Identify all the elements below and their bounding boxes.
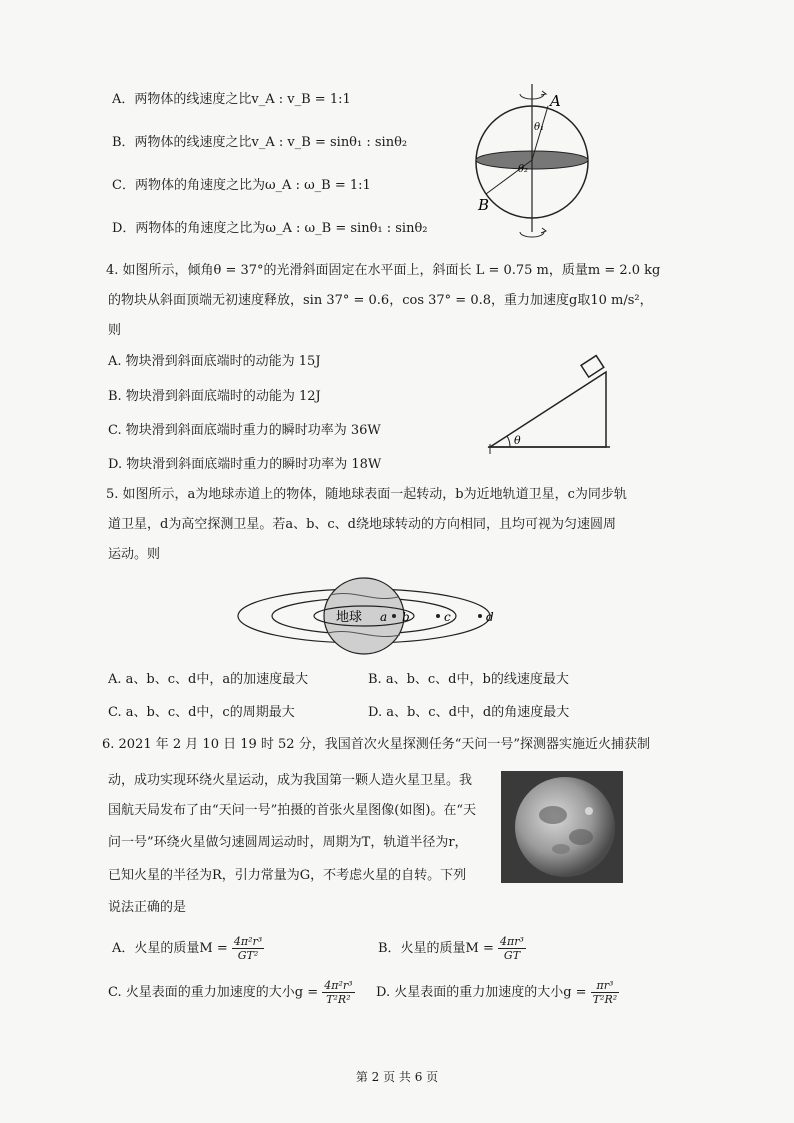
q6-option-c — [108, 978, 355, 1008]
q6-stem-line6: 说法正确的是 — [108, 900, 187, 915]
q6-stem-line2: 动，成功实现环绕火星运动，成为我国第一颗人造火星卫星。我 — [108, 773, 473, 788]
q5-option-a: A. a、b、c、d中，a的加速度最大 — [108, 672, 309, 687]
q3-option-a: A．两物体的线速度之比v_A : v_B = 1:1 — [112, 92, 351, 107]
q6-option-c-text: C. 火星表面的重力加速度的大小g = — [108, 985, 319, 1000]
q4-option-a: A. 物块滑到斜面底端时的动能为 15J — [108, 354, 321, 369]
q3-label-b: B — [478, 196, 490, 214]
q6-option-b-text: B．火星的质量M = — [378, 941, 494, 956]
q6-option-d-numerator: πr³ — [591, 979, 619, 993]
q5-label-c: c — [444, 610, 451, 624]
q5-option-c: C. a、b、c、d中，c的周期最大 — [108, 705, 295, 720]
q3-option-b: B．两物体的线速度之比v_A : v_B = sinθ₁ : sinθ₂ — [112, 135, 408, 150]
q4-label-theta: θ — [514, 434, 521, 447]
q5-option-b: B. a、b、c、d中，b的线速度最大 — [368, 672, 569, 687]
q6-stem-line5: 已知火星的半径为R，引力常量为G，不考虑火星的自转。下列 — [108, 868, 467, 883]
q6-option-c-denominator: T²R² — [326, 993, 351, 1006]
q6-option-c-numerator: 4π²r³ — [324, 979, 353, 992]
q6-stem-line1: 6. 2021 年 2 月 10 日 19 时 52 分，我国首次火星探测任务“天问一号”探测器实施近火捕获制 — [102, 737, 650, 752]
q5-label-d: d — [486, 610, 494, 624]
q5-stem-line2: 道卫星，d为高空探测卫星。若a、b、c、d绕地球转动的方向相同，且均可视为匀速圆周 — [108, 517, 616, 532]
q3-label-theta2: θ₂ — [518, 164, 529, 175]
q4-option-d: D. 物块滑到斜面底端时重力的瞬时功率为 18W — [108, 457, 382, 472]
q3-sphere-figure — [470, 82, 600, 242]
q5-orbit-figure — [234, 575, 540, 657]
q6-option-b — [378, 934, 526, 964]
q6-option-d-text: D. 火星表面的重力加速度的大小g = — [376, 985, 587, 1000]
q4-incline-figure — [484, 352, 614, 458]
q3-option-d: D．两物体的角速度之比为ω_A : ω_B = sinθ₁ : sinθ₂ — [112, 221, 428, 236]
q3-label-theta1: θ₁ — [534, 122, 545, 133]
q6-stem-line3: 国航天局发布了由“天问一号”拍摄的首张火星图像(如图)。在“天 — [108, 803, 477, 818]
q6-option-d — [376, 978, 619, 1008]
q5-label-b: b — [402, 610, 410, 624]
q6-option-b-denominator: GT — [503, 949, 521, 962]
q5-stem-line3: 运动。则 — [108, 547, 161, 562]
q6-option-a-text: A．火星的质量M = — [112, 941, 228, 956]
q5-stem-line1: 5. 如图所示，a为地球赤道上的物体，随地球表面一起转动，b为近地轨道卫星，c为同步轨 — [106, 487, 627, 502]
q4-stem-line1: 4. 如图所示，倾角θ = 37°的光滑斜面固定在水平面上，斜面长 L = 0.75 m，质量m = 2.0 kg — [106, 263, 661, 278]
q3-option-c: C．两物体的角速度之比为ω_A : ω_B = 1:1 — [112, 178, 371, 193]
q4-option-c: C. 物块滑到斜面底端时重力的瞬时功率为 36W — [108, 423, 381, 438]
q5-label-earth: 地球 — [336, 610, 363, 625]
page-footer: 第 2 页 共 6 页 — [355, 1070, 439, 1084]
q3-label-a: A — [550, 92, 561, 110]
q6-option-b-numerator: 4πr³ — [500, 935, 524, 948]
q6-option-a — [112, 934, 264, 964]
q5-option-d: D. a、b、c、d中，d的角速度最大 — [368, 705, 570, 720]
q4-stem-line3: 则 — [108, 323, 122, 338]
q5-label-a: a — [380, 610, 388, 624]
q4-option-b: B. 物块滑到斜面底端时的动能为 12J — [108, 389, 321, 404]
q6-stem-line4: 问一号”环绕火星做匀速圆周运动时，周期为T，轨道半径为r， — [108, 835, 468, 850]
q6-option-a-denominator: GT² — [237, 949, 259, 962]
q6-option-a-numerator: 4π²r³ — [233, 935, 263, 948]
q4-stem-line2: 的物块从斜面顶端无初速度释放，sin 37° = 0.6，cos 37° = 0.8，重力加速度g取10 m/s²， — [108, 293, 653, 308]
q6-option-d-denominator: T²R² — [592, 993, 618, 1006]
mars-photo — [501, 771, 623, 883]
